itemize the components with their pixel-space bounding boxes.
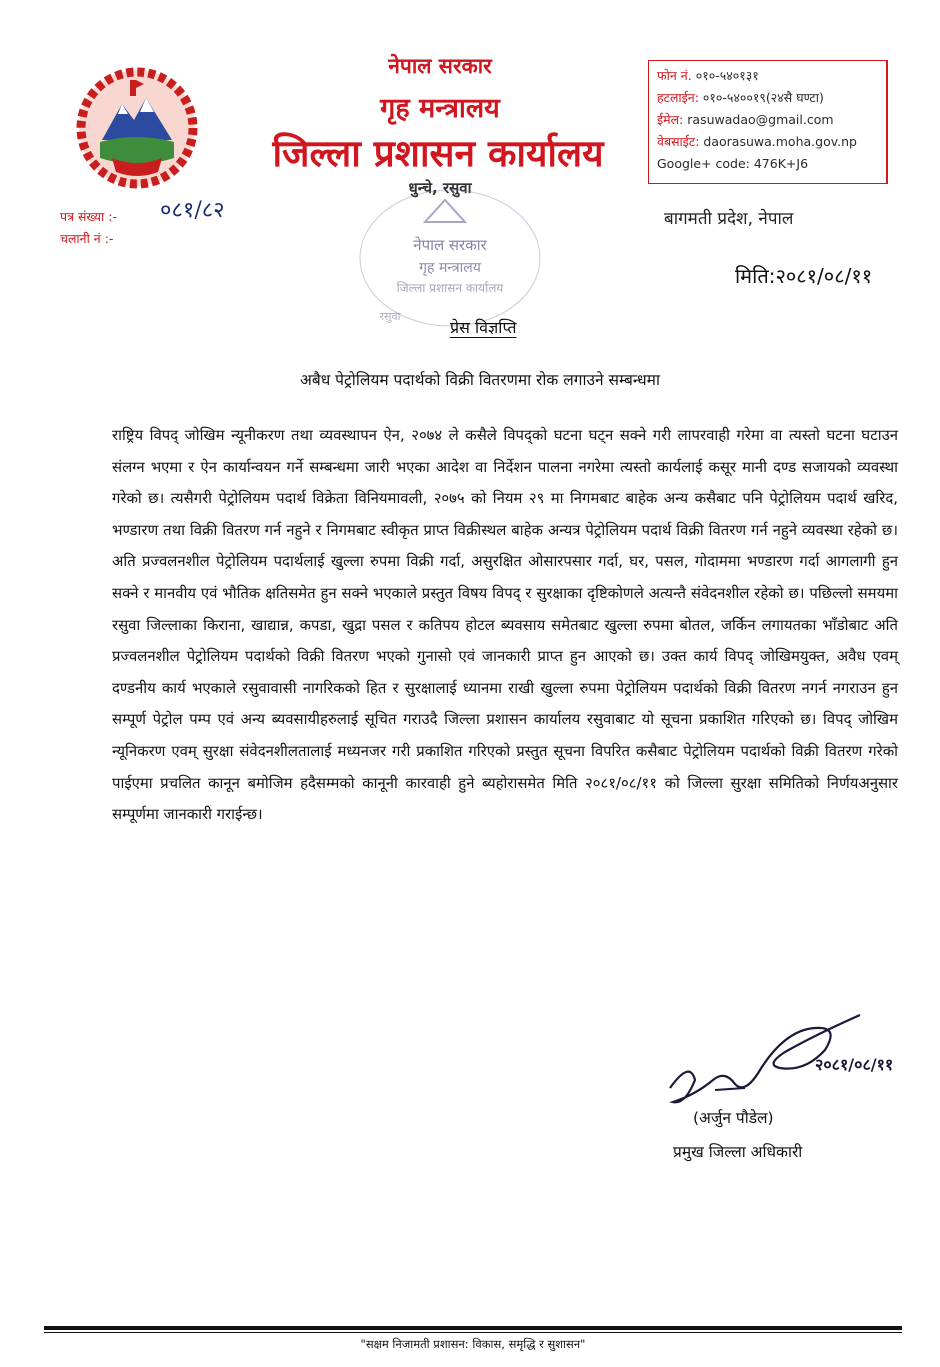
footer-slogan: "सक्षम निजामती प्रशासन: विकास, समृद्धि र सुशासन" xyxy=(360,1337,586,1351)
patra-value: ०८१/८२ xyxy=(160,198,225,223)
date: मिति:२०८१/०८/११ xyxy=(735,264,873,288)
footer-rule-thin xyxy=(44,1332,902,1333)
hotline-label: हटलाईन: xyxy=(657,90,699,105)
signatory-designation: प्रमुख जिल्ला अधिकारी xyxy=(673,1143,803,1161)
web-value: daorasuwa.moha.gov.np xyxy=(703,134,857,149)
stamp-line1: नेपाल सरकार xyxy=(413,236,487,254)
contact-email xyxy=(657,109,888,131)
hotline-value: ०१०-५४००१९(२४सै घण्टा) xyxy=(702,90,824,105)
stamp-line3: जिल्ला प्रशासन कार्यालय xyxy=(396,281,504,295)
header-government: नेपाल सरकार xyxy=(388,54,492,78)
phone-label: फोन नं. xyxy=(657,68,692,83)
email-value: rasuwadao@gmail.com xyxy=(687,112,834,127)
body-paragraph: राष्ट्रिय विपद् जोखिम न्यूनीकरण तथा व्यवस्थापन ऐन, २०७४ ले कसैले विपद्को घटना घट्न सक्ने गरी लापरवाही गरेमा वा त्यस्तो घटना घटाउन संलग्न भएमा र ऐन कार्यान्वयन गर्ने सम्बन्धमा जारी भएका आदेश वा निर्देशन पालना नगरेमा त्यस्तो कार्यलाई कसूर मानी दण्ड सजायको व्यवस्था गरेको छ। त्यसैगरी पेट्रोलियम पदार्थ विक्रेता विनियमावली, २०७५ को नियम २९ मा निगमबाट बाहेक अन्य कसैबाट पनि पेट्रोलियम पदार्थ खरिद, भण्डारण तथा विक्री वितरण गर्न नहुने र निगमबाट स्वीकृत प्राप्त विक्रीस्थल बाहेक अन्यत्र पेट्रोलियम पदार्थ विक्री वितरण गर्न नहुने व्यवस्था रहेको छ। अति प्रज्वलनशील पेट्रोलियम पदार्थलाई खुल्ला रुपमा विक्री गर्दा, असुरक्षित ओसारपसार गर्दा, घर, पसल, गोदाममा भण्डारण गर्दा आगलागी हुन सक्ने र मानवीय एवं भौतिक क्षतिसमेत हुन सक्ने भएकाले प्रस्तुत विषय विपद् र सुरक्षाका दृष्टिकोणले अत्यन्तै संवेदनशील रहेको छ। पछिल्लो समयमा रसुवा जिल्लाका किराना, खाद्यान्न, कपडा, खुद्रा पसल र कतिपय होटल ब्यवसाय समेतबाट खुल्ला रुपमा बोतल, जर्किन लगायतका भाँडोबाट अति प्रज्वलनशील पेट्रोलियम पदार्थको विक्री वितरण भएको गुनासो एवं जानकारी प्राप्त हुन आएको छ। उक्त कार्य विपद् जोखिमयुक्त, अवैध एवम् दण्डनीय कार्य भएकाले रसुवावासी नागरिकको हित र सुरक्षालाई ध्यानमा राखी खुल्ला रुपमा पेट्रोलियम पदार्थको विक्री वितरण नगर्न नगराउन हुन सम्पूर्ण पेट्रोल पम्प एवं अन्य ब्यवसायीहरुलाई सूचित गराउदै जिल्ला प्रशासन कार्यालय रसुवाबाट यो सूचना प्रकाशित गरिएको छ। विपद् जोखिम न्यूनिकरण एवम् सुरक्षा संवेदनशीलतालाई मध्यनजर गरी प्रकाशित गरिएको प्रस्तुत सूचना विपरित कसैबाट पेट्रोलियम पदार्थको विक्री वितरण गरेको पाईएमा प्रचलित कानून बमोजिम हदैसम्मको कानूनी कारवाही हुने ब्यहोरासमेत मिति २०८१/०८/११ को जिल्ला सुरक्षा समितिको निर्णयअनुसार सम्पूर्णमा जानकारी गराईन्छ। xyxy=(112,426,898,824)
stamp-line2: गृह मन्त्रालय xyxy=(419,260,481,276)
nepal-emblem-icon xyxy=(72,62,202,192)
contact-web xyxy=(657,131,888,153)
contact-phone xyxy=(657,65,888,87)
contact-hotline xyxy=(657,87,888,109)
signature xyxy=(665,1010,894,1120)
signature-date: २०८१/०८/११ xyxy=(815,1055,894,1074)
stamp-line4: रसुवा xyxy=(379,310,401,323)
header-office: जिल्ला प्रशासन कार्यालय xyxy=(272,132,604,175)
province: बागमती प्रदेश, नेपाल xyxy=(664,209,794,229)
header-location: धुन्चे, रसुवा xyxy=(408,179,472,197)
header-ministry: गृह मन्त्रालय xyxy=(380,93,500,124)
email-label: ईमेल: xyxy=(657,112,684,127)
phone-value: ०१०-५४०१३१ xyxy=(695,68,759,83)
press-release-title: प्रेस विज्ञप्ति xyxy=(450,318,517,337)
web-label: वेबसाईट: xyxy=(657,134,700,149)
contact-divider xyxy=(886,60,888,184)
contact-google: Google+ code: 476K+J6 xyxy=(657,156,809,171)
subject: अबैध पेट्रोलियम पदार्थको विक्री वितरणमा रोक लगाउने सम्बन्धमा xyxy=(300,371,660,389)
contact-box xyxy=(648,60,888,184)
patra-label: पत्र संख्या :- xyxy=(60,209,117,224)
footer-rule xyxy=(44,1326,902,1330)
signatory-name: (अर्जुन पौडेल) xyxy=(693,1109,774,1127)
chalani-label: चलानी नं :- xyxy=(60,231,114,246)
office-stamp xyxy=(355,180,545,330)
